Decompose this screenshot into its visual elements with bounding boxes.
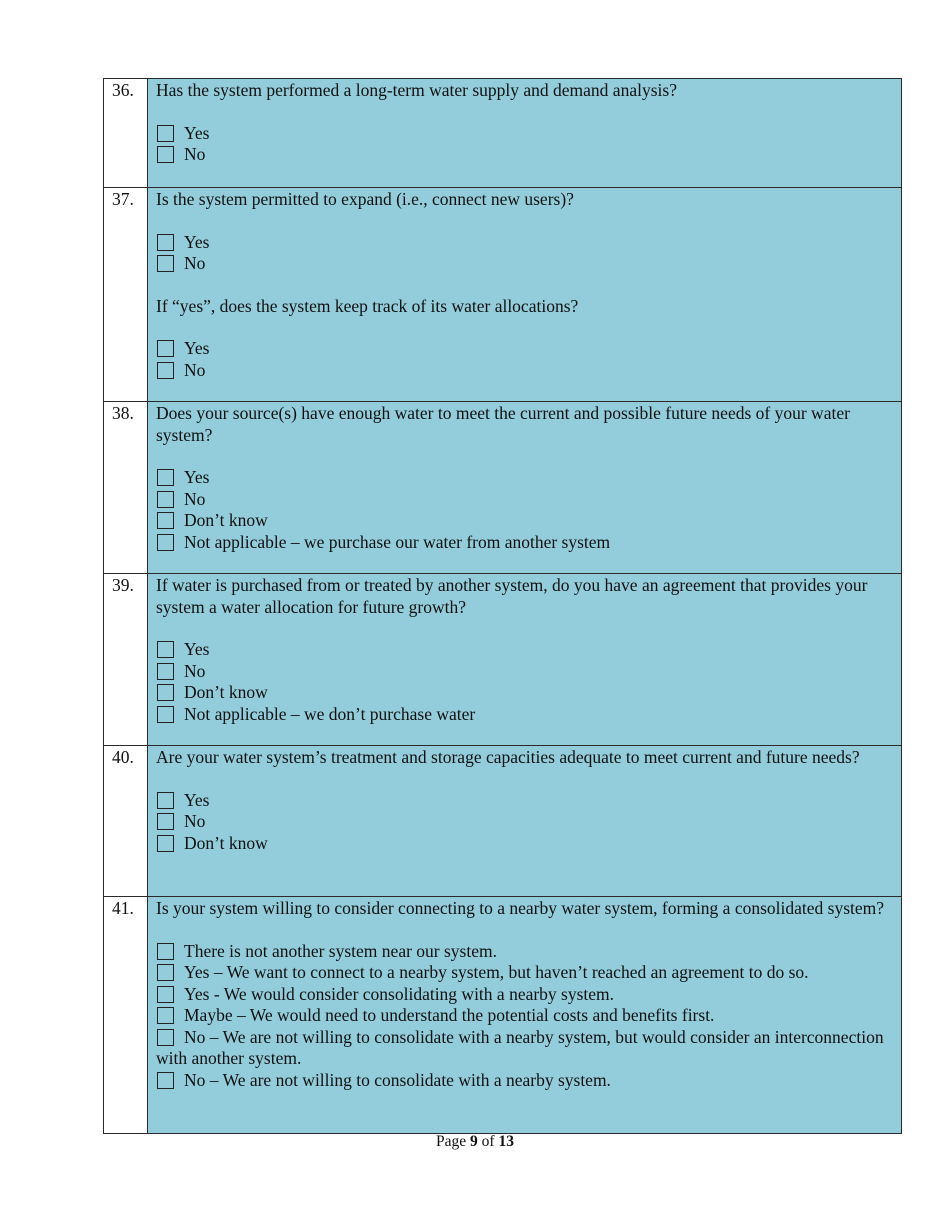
- option-label: There is not another system near our system.: [184, 940, 497, 961]
- checkbox[interactable]: [157, 835, 174, 852]
- page-footer: [0, 1133, 950, 1151]
- checkbox[interactable]: [157, 469, 174, 486]
- checkbox[interactable]: [157, 255, 174, 272]
- option-label: No: [184, 359, 206, 380]
- checkbox[interactable]: [157, 1029, 174, 1046]
- option-label: Yes: [184, 231, 210, 252]
- option-no: [156, 489, 893, 511]
- option-yes: [156, 123, 893, 145]
- question-followup-text: If “yes”, does the system keep track of its water allocations?: [156, 295, 579, 316]
- question-body: [148, 79, 902, 188]
- option-not-applicable: [156, 704, 893, 726]
- question-body: [148, 897, 902, 1134]
- option-label: Maybe – We would need to understand the potential costs and benefits first.: [184, 1005, 715, 1025]
- option-maybe: [156, 1005, 893, 1027]
- question-text: Is the system permitted to expand (i.e., connect new users)?: [156, 189, 574, 209]
- checkbox[interactable]: [157, 125, 174, 142]
- question-body: [148, 574, 902, 746]
- question-number: 38.: [104, 402, 148, 574]
- option-label: Don’t know: [184, 832, 268, 853]
- question-row-40: [104, 746, 902, 897]
- question-text: Are your water system’s treatment and storage capacities adequate to meet current and future needs?: [156, 747, 860, 767]
- checkbox[interactable]: [157, 340, 174, 357]
- question-text: If water is purchased from or treated by another system, do you have an agreement that provides your system a water allocation for future growth?: [156, 575, 868, 617]
- question-row-36: [104, 79, 902, 188]
- question-number: 36.: [104, 79, 148, 188]
- question-body: [148, 402, 902, 574]
- option-dont-know: [156, 510, 893, 532]
- option-yes-want-connect: [156, 962, 893, 984]
- option-label: No: [184, 144, 206, 164]
- option-label: No: [184, 253, 206, 273]
- checkbox[interactable]: [157, 813, 174, 830]
- question-number: 39.: [104, 574, 148, 746]
- option-label: Yes: [184, 338, 210, 358]
- question-row-37: [104, 188, 902, 402]
- checkbox[interactable]: [157, 234, 174, 251]
- option-no-consolidate: [156, 1070, 893, 1092]
- checkbox[interactable]: [157, 512, 174, 529]
- option-yes: [156, 232, 893, 254]
- option-label: Yes - We would consider consolidating with a nearby system.: [184, 983, 615, 1004]
- checkbox[interactable]: [157, 362, 174, 379]
- of-word: of: [481, 1133, 495, 1150]
- checkbox[interactable]: [157, 641, 174, 658]
- page-total: 13: [498, 1133, 514, 1150]
- question-body: [148, 746, 902, 897]
- checkbox[interactable]: [157, 684, 174, 701]
- option-no: [156, 661, 893, 683]
- option-label: Not applicable – we purchase our water from another system: [184, 531, 611, 552]
- checkbox[interactable]: [157, 491, 174, 508]
- page-word: Page: [436, 1133, 467, 1150]
- option-yes: [156, 467, 893, 489]
- question-number: 40.: [104, 746, 148, 897]
- question-number: 37.: [104, 188, 148, 402]
- option-label: No: [184, 488, 206, 509]
- option-label: Yes: [184, 122, 210, 143]
- option-yes: [156, 639, 893, 661]
- checkbox[interactable]: [157, 964, 174, 981]
- checkbox[interactable]: [157, 943, 174, 960]
- question-body: [148, 188, 902, 402]
- option-no-nearby-system: [156, 941, 893, 963]
- questionnaire-table: [103, 78, 902, 1134]
- option-no: [156, 253, 893, 275]
- option-label: Yes – We want to connect to a nearby system, but haven’t reached an agreement to do so.: [184, 962, 809, 982]
- option-dont-know: [156, 682, 893, 704]
- question-row-39: [104, 574, 902, 746]
- question-text: Is your system willing to consider connecting to a nearby water system, forming a consolidated system?: [156, 898, 885, 918]
- page-current: 9: [470, 1133, 478, 1150]
- option-label: Yes: [184, 789, 210, 810]
- checkbox[interactable]: [157, 706, 174, 723]
- option-dont-know: [156, 833, 893, 855]
- checkbox[interactable]: [157, 663, 174, 680]
- option-label: Don’t know: [184, 682, 268, 702]
- checkbox[interactable]: [157, 986, 174, 1003]
- option-no: [156, 811, 893, 833]
- option-yes: [156, 338, 893, 360]
- question-text: Does your source(s) have enough water to meet the current and possible future needs of your water system?: [156, 403, 850, 445]
- option-no: [156, 360, 893, 382]
- checkbox[interactable]: [157, 146, 174, 163]
- checkbox[interactable]: [157, 792, 174, 809]
- question-row-41: [104, 897, 902, 1134]
- checkbox[interactable]: [157, 1072, 174, 1089]
- option-label: Not applicable – we don’t purchase water: [184, 703, 476, 724]
- option-label: No: [184, 811, 206, 831]
- question-text: Has the system performed a long-term water supply and demand analysis?: [156, 80, 677, 100]
- option-no-interconnect: [156, 1027, 893, 1070]
- checkbox[interactable]: [157, 1007, 174, 1024]
- question-row-38: [104, 402, 902, 574]
- option-not-applicable: [156, 532, 893, 554]
- option-yes-consider: [156, 984, 893, 1006]
- option-no: [156, 144, 893, 166]
- option-label: Yes: [184, 639, 210, 659]
- question-number: 41.: [104, 897, 148, 1134]
- option-label: Don’t know: [184, 510, 268, 530]
- option-label: No – We are not willing to consolidate with a nearby system, but would consider an interconnection with another system.: [156, 1026, 884, 1068]
- option-label: No – We are not willing to consolidate with a nearby system.: [184, 1069, 611, 1090]
- checkbox[interactable]: [157, 534, 174, 551]
- option-label: No: [184, 660, 206, 681]
- option-yes: [156, 790, 893, 812]
- option-label: Yes: [184, 467, 210, 487]
